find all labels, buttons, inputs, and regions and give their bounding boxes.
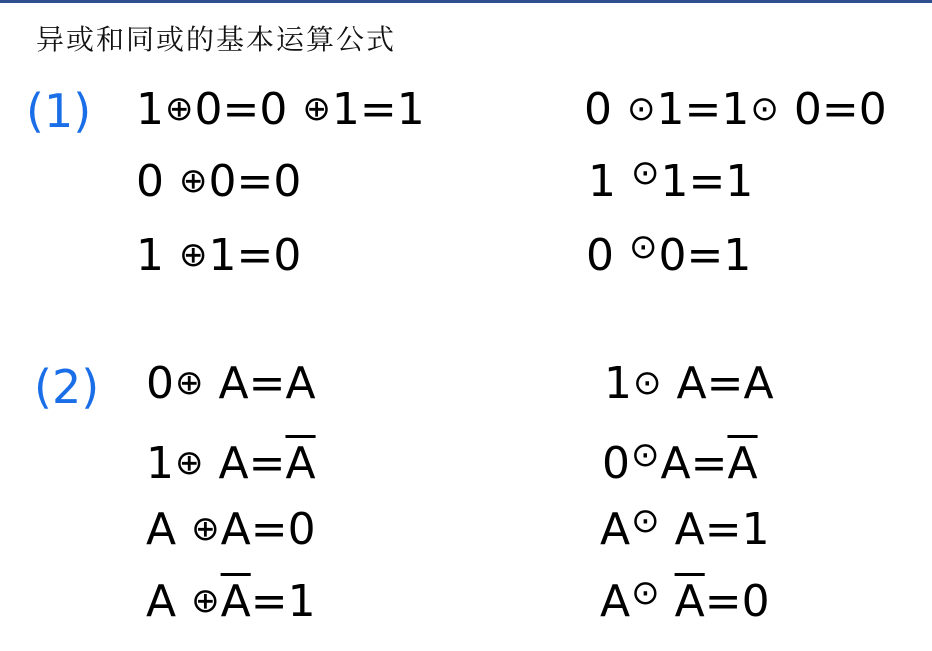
xnor-rule-1-2 bbox=[588, 153, 754, 207]
operand: 1=1 bbox=[656, 84, 750, 135]
operand: 1 bbox=[604, 358, 632, 409]
xor-rule-2-3 bbox=[146, 504, 316, 555]
operand: 0 bbox=[586, 230, 614, 281]
negated-a: $\overline{A}$ bbox=[285, 438, 316, 489]
xor-rule-1-3 bbox=[136, 230, 302, 281]
xnor-rule-2-1 bbox=[604, 358, 774, 409]
xor-operator: ⊕ bbox=[175, 363, 204, 403]
operand: 1 bbox=[136, 84, 164, 135]
operand: A=A bbox=[218, 358, 316, 409]
xor-rule-2-1 bbox=[146, 358, 316, 409]
xnor-rule-1-3 bbox=[586, 227, 752, 281]
operand: 1 bbox=[136, 230, 164, 281]
operand: A= bbox=[660, 438, 728, 489]
top-rule bbox=[0, 0, 932, 3]
operand: 1 bbox=[146, 438, 174, 489]
xor-operator: ⊕ bbox=[302, 89, 331, 129]
xor-operator: ⊕ bbox=[191, 581, 220, 621]
operand: A=A bbox=[676, 358, 774, 409]
operand: A bbox=[600, 576, 631, 627]
operand: A=0 bbox=[220, 504, 316, 555]
negated-a: $\overline{A}$ bbox=[674, 576, 705, 627]
xor-operator: ⊕ bbox=[165, 89, 194, 129]
xor-operator: ⊕ bbox=[175, 443, 204, 483]
xor-rule-2-4 bbox=[146, 576, 316, 627]
operand: =1 bbox=[250, 576, 316, 627]
section-label-1: (1) bbox=[26, 84, 92, 138]
operand: 0=0 bbox=[793, 84, 887, 135]
xnor-rule-2-3 bbox=[600, 501, 770, 555]
operand: 1 bbox=[588, 156, 616, 207]
xnor-operator: ⊙ bbox=[629, 227, 658, 267]
operand: A bbox=[146, 504, 177, 555]
xor-operator: ⊕ bbox=[179, 161, 208, 201]
xor-operator: ⊕ bbox=[191, 509, 220, 549]
negated-a: $\overline{A}$ bbox=[727, 438, 758, 489]
xnor-rule-2-2 bbox=[602, 435, 758, 489]
xnor-operator: ⊙ bbox=[633, 363, 662, 403]
page-title: 异或和同或的基本运算公式 bbox=[36, 23, 397, 56]
xnor-operator: ⊙ bbox=[750, 89, 779, 129]
xor-rule-2-2 bbox=[146, 438, 316, 489]
xor-rule-1-1 bbox=[136, 84, 425, 135]
operand: 0=0 bbox=[194, 84, 288, 135]
operand: =0 bbox=[704, 576, 770, 627]
operand: A=1 bbox=[674, 504, 770, 555]
operand: 1=1 bbox=[331, 84, 425, 135]
negated-a: $\overline{A}$ bbox=[220, 576, 251, 627]
operand: 0 bbox=[602, 438, 630, 489]
xnor-operator: ⊙ bbox=[631, 435, 660, 475]
xnor-operator: ⊙ bbox=[631, 501, 660, 541]
xnor-rule-2-4 bbox=[600, 573, 770, 627]
xor-rule-1-2 bbox=[136, 156, 302, 207]
operand: A bbox=[600, 504, 631, 555]
section-label-2: (2) bbox=[34, 360, 100, 414]
operand: A bbox=[146, 576, 177, 627]
operand: 1=0 bbox=[208, 230, 302, 281]
operand: A= bbox=[218, 438, 286, 489]
operand: 1=1 bbox=[660, 156, 754, 207]
operand: 0 bbox=[584, 84, 612, 135]
operand: 0 bbox=[146, 358, 174, 409]
xor-operator: ⊕ bbox=[179, 235, 208, 275]
xnor-rule-1-1 bbox=[584, 84, 887, 135]
xnor-operator: ⊙ bbox=[631, 153, 660, 193]
operand: 0 bbox=[136, 156, 164, 207]
operand: 0=1 bbox=[658, 230, 752, 281]
xnor-operator: ⊙ bbox=[627, 89, 656, 129]
xnor-operator: ⊙ bbox=[631, 573, 660, 613]
operand: 0=0 bbox=[208, 156, 302, 207]
